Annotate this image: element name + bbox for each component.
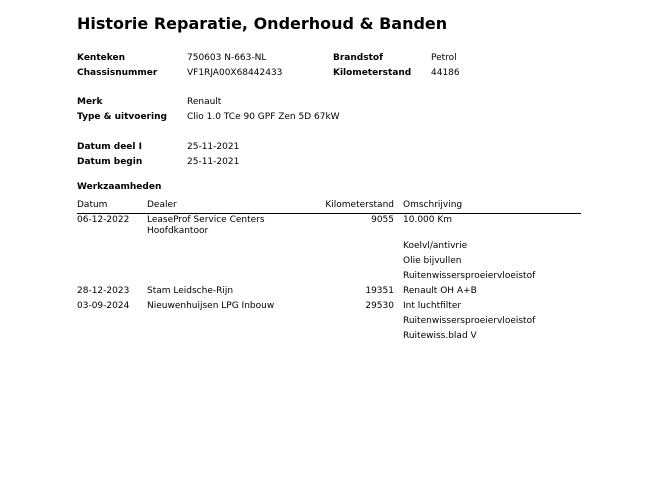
datum-deel-value: 25-11-2021 — [187, 142, 240, 152]
kenteken-label: Kenteken — [77, 53, 125, 63]
row3-item2: Ruitenwissersproeiervloeistof — [403, 316, 536, 326]
row3-dealer-line1: Nieuwenhuijsen LPG Inbouw — [147, 301, 275, 311]
row1-item3: Olie bijvullen — [403, 256, 462, 266]
row1-dealer-line1: LeaseProf Service Centers — [147, 215, 265, 225]
type-value: Clio 1.0 TCe 90 GPF Zen 5D 67kW — [187, 112, 340, 122]
kilometerstand-label: Kilometerstand — [333, 68, 412, 78]
column-header-datum: Datum — [77, 200, 108, 210]
merk-label: Merk — [77, 97, 103, 107]
chassis-value: VF1RJA00X68442433 — [187, 68, 283, 78]
row3-item3: Ruitewiss.blad V — [403, 331, 477, 341]
row1-kilometerstand: 9055 — [371, 215, 394, 225]
datum-deel-label: Datum deel I — [77, 142, 142, 152]
kenteken-value: 750603 N-663-NL — [187, 53, 267, 63]
row1-item2: Koelvl/antivrie — [403, 241, 468, 251]
chassis-label: Chassisnummer — [77, 68, 158, 78]
column-header-omschrijving: Omschrijving — [403, 200, 463, 210]
datum-begin-value: 25-11-2021 — [187, 157, 240, 167]
row1-item4: Ruitenwissersproeiervloeistof — [403, 271, 536, 281]
row1-item1: 10.000 Km — [403, 215, 453, 225]
brandstof-label: Brandstof — [333, 53, 383, 63]
row3-kilometerstand: 29530 — [365, 301, 394, 311]
type-label: Type & uitvoering — [77, 112, 167, 122]
table-header-rule — [77, 213, 581, 214]
row1-dealer-line2: Hoofdkantoor — [147, 226, 209, 236]
column-header-kilometerstand: Kilometerstand — [325, 200, 394, 210]
row1-datum: 06-12-2022 — [77, 215, 130, 225]
column-header-dealer: Dealer — [147, 200, 177, 210]
row2-dealer-line1: Stam Leidsche-Rijn — [147, 286, 234, 296]
page-title: Historie Reparatie, Onderhoud & Banden — [77, 14, 448, 33]
row3-item1: Int luchtfilter — [403, 301, 462, 311]
row2-item1: Renault OH A+B — [403, 286, 477, 296]
kilometerstand-value: 44186 — [431, 68, 460, 78]
brandstof-value: Petrol — [431, 53, 457, 63]
werkzaamheden-heading: Werkzaamheden — [77, 182, 162, 192]
row2-datum: 28-12-2023 — [77, 286, 130, 296]
merk-value: Renault — [187, 97, 222, 107]
row2-kilometerstand: 19351 — [365, 286, 394, 296]
datum-begin-label: Datum begin — [77, 157, 143, 167]
row3-datum: 03-09-2024 — [77, 301, 130, 311]
